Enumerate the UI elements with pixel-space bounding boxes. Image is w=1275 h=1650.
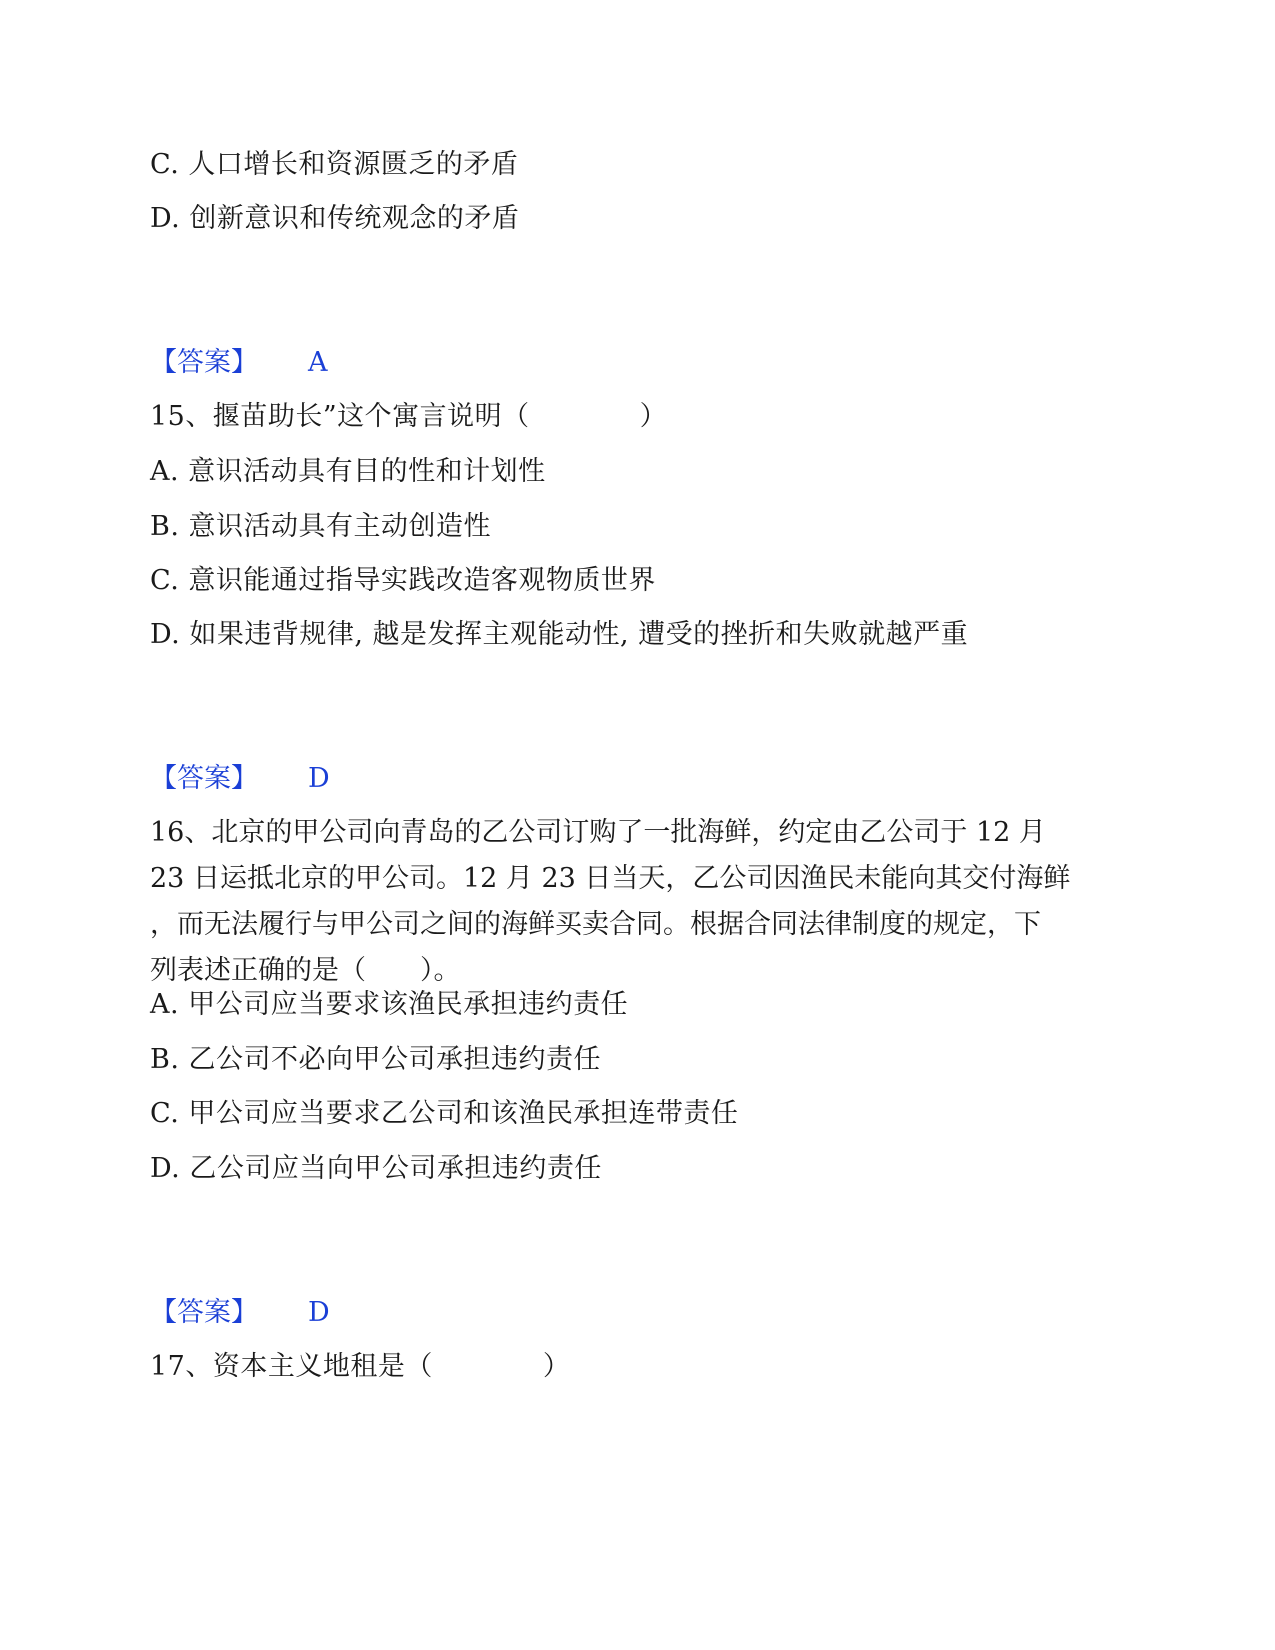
- answer-value: D: [308, 1297, 330, 1328]
- q17-stem: 17、资本主义地租是（ ）: [150, 1351, 571, 1382]
- q15-option-b: B. 意识活动具有主动创造性: [150, 511, 492, 542]
- q16-stem-line: 16、北京的甲公司向青岛的乙公司订购了一批海鲜，约定由乙公司于 12 月: [150, 817, 1046, 848]
- answer-label: 【答案】: [150, 1297, 258, 1328]
- answer-label: 【答案】: [150, 763, 258, 794]
- q15-option-a: A. 意识活动具有目的性和计划性: [150, 456, 546, 487]
- q14-option-d: D. 创新意识和传统观念的矛盾: [150, 203, 520, 234]
- q15-option-c: C. 意识能通过指导实践改造客观物质世界: [150, 565, 656, 596]
- q16-stem-line: ，而无法履行与甲公司之间的海鲜买卖合同。根据合同法律制度的规定，下: [150, 909, 1041, 940]
- q14-answer: [150, 346, 550, 380]
- q15-stem: 15、揠苗助长”这个寓言说明（ ）: [150, 401, 668, 432]
- answer-label: 【答案】: [150, 347, 258, 378]
- q16-stem: [150, 816, 1110, 1000]
- q16-option-d: D. 乙公司应当向甲公司承担违约责任: [150, 1153, 602, 1184]
- q16-answer: [150, 1296, 550, 1330]
- q16-option-a: A. 甲公司应当要求该渔民承担违约责任: [150, 989, 629, 1020]
- q16-stem-line: 列表述正确的是（ ）。: [150, 955, 461, 986]
- q16-stem-line: 23 日运抵北京的甲公司。12 月 23 日当天，乙公司因渔民未能向其交付海鲜: [150, 863, 1071, 894]
- q16-option-b: B. 乙公司不必向甲公司承担违约责任: [150, 1044, 602, 1075]
- answer-value: D: [308, 763, 330, 794]
- q14-option-c: C. 人口增长和资源匮乏的矛盾: [150, 149, 519, 180]
- q15-answer: [150, 762, 550, 796]
- answer-value: A: [308, 347, 328, 378]
- q15-option-d: D. 如果违背规律, 越是发挥主观能动性, 遭受的挫折和失败就越严重: [150, 619, 969, 650]
- q16-option-c: C. 甲公司应当要求乙公司和该渔民承担连带责任: [150, 1098, 739, 1129]
